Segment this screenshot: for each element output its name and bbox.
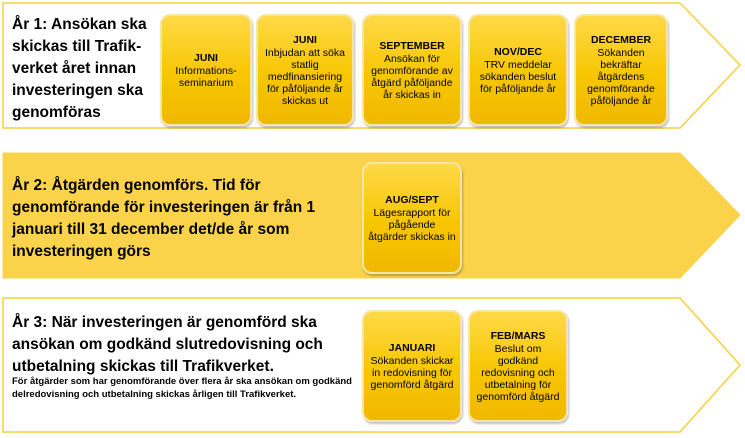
box-text: Sökanden skickar in redovisning för genomförd åtgärd [370,354,454,391]
box-text: Sökanden bekräftar åtgärdens genomförande påföljande år [587,46,655,107]
box-text: Inbjudan att söka statlig medfinansiering för påföljande år skickas ut [265,46,345,107]
box-text: TRV meddelar sökanden beslut för påföljande år [479,58,557,95]
row1-box-december [574,14,668,126]
box-text: Lägesrapport för pågående åtgärder skickas in [368,206,456,243]
row1-title: År 1: Ansökan ska skickas till Trafik-verket året innan investeringen ska genomföras [12,16,147,121]
box-heading: NOV/DEC [494,45,542,58]
row1-box-september [362,14,462,126]
box-heading: DECEMBER [590,33,652,46]
box-text: Beslut om godkänd redovisning och utbetalning för genomförd åtgärd [476,342,560,403]
box-text: Ansökan för genomförande av åtgärd påföljande år skickas in [371,52,453,101]
box-text: Informations-seminarium [175,64,237,89]
box-heading: JUNI [293,33,317,46]
row1-box-june-seminar [160,14,252,126]
row1-box-nov-dec [468,14,568,126]
row1-box-june-invitation [256,14,354,126]
box-heading: SEPTEMBER [379,39,445,52]
row3-note: För åtgärder som har genomförande över flera år ska ansökan om godkänd delredovisning och utbetalning skickas årligen till Trafikverket. [12,376,352,400]
row3-box-feb-mars [468,310,568,422]
box-heading: JANUARI [388,341,436,354]
box-heading: JUNI [194,51,218,64]
box-heading: FEB/MARS [490,329,546,342]
row3-title: År 3: När investeringen är genomförd ska ansökan om godkänd slutredovisning och utbetalning skickas till Trafikverket. [12,314,323,375]
row3-box-januari [362,310,462,422]
box-heading: AUG/SEPT [385,193,439,206]
row2-box-aug-sept [362,162,462,274]
row2-title: År 2: Åtgärden genomförs. Tid för genomförande för investeringen är från 1 januari till 31 december det/de år som investeringen görs [12,177,316,260]
